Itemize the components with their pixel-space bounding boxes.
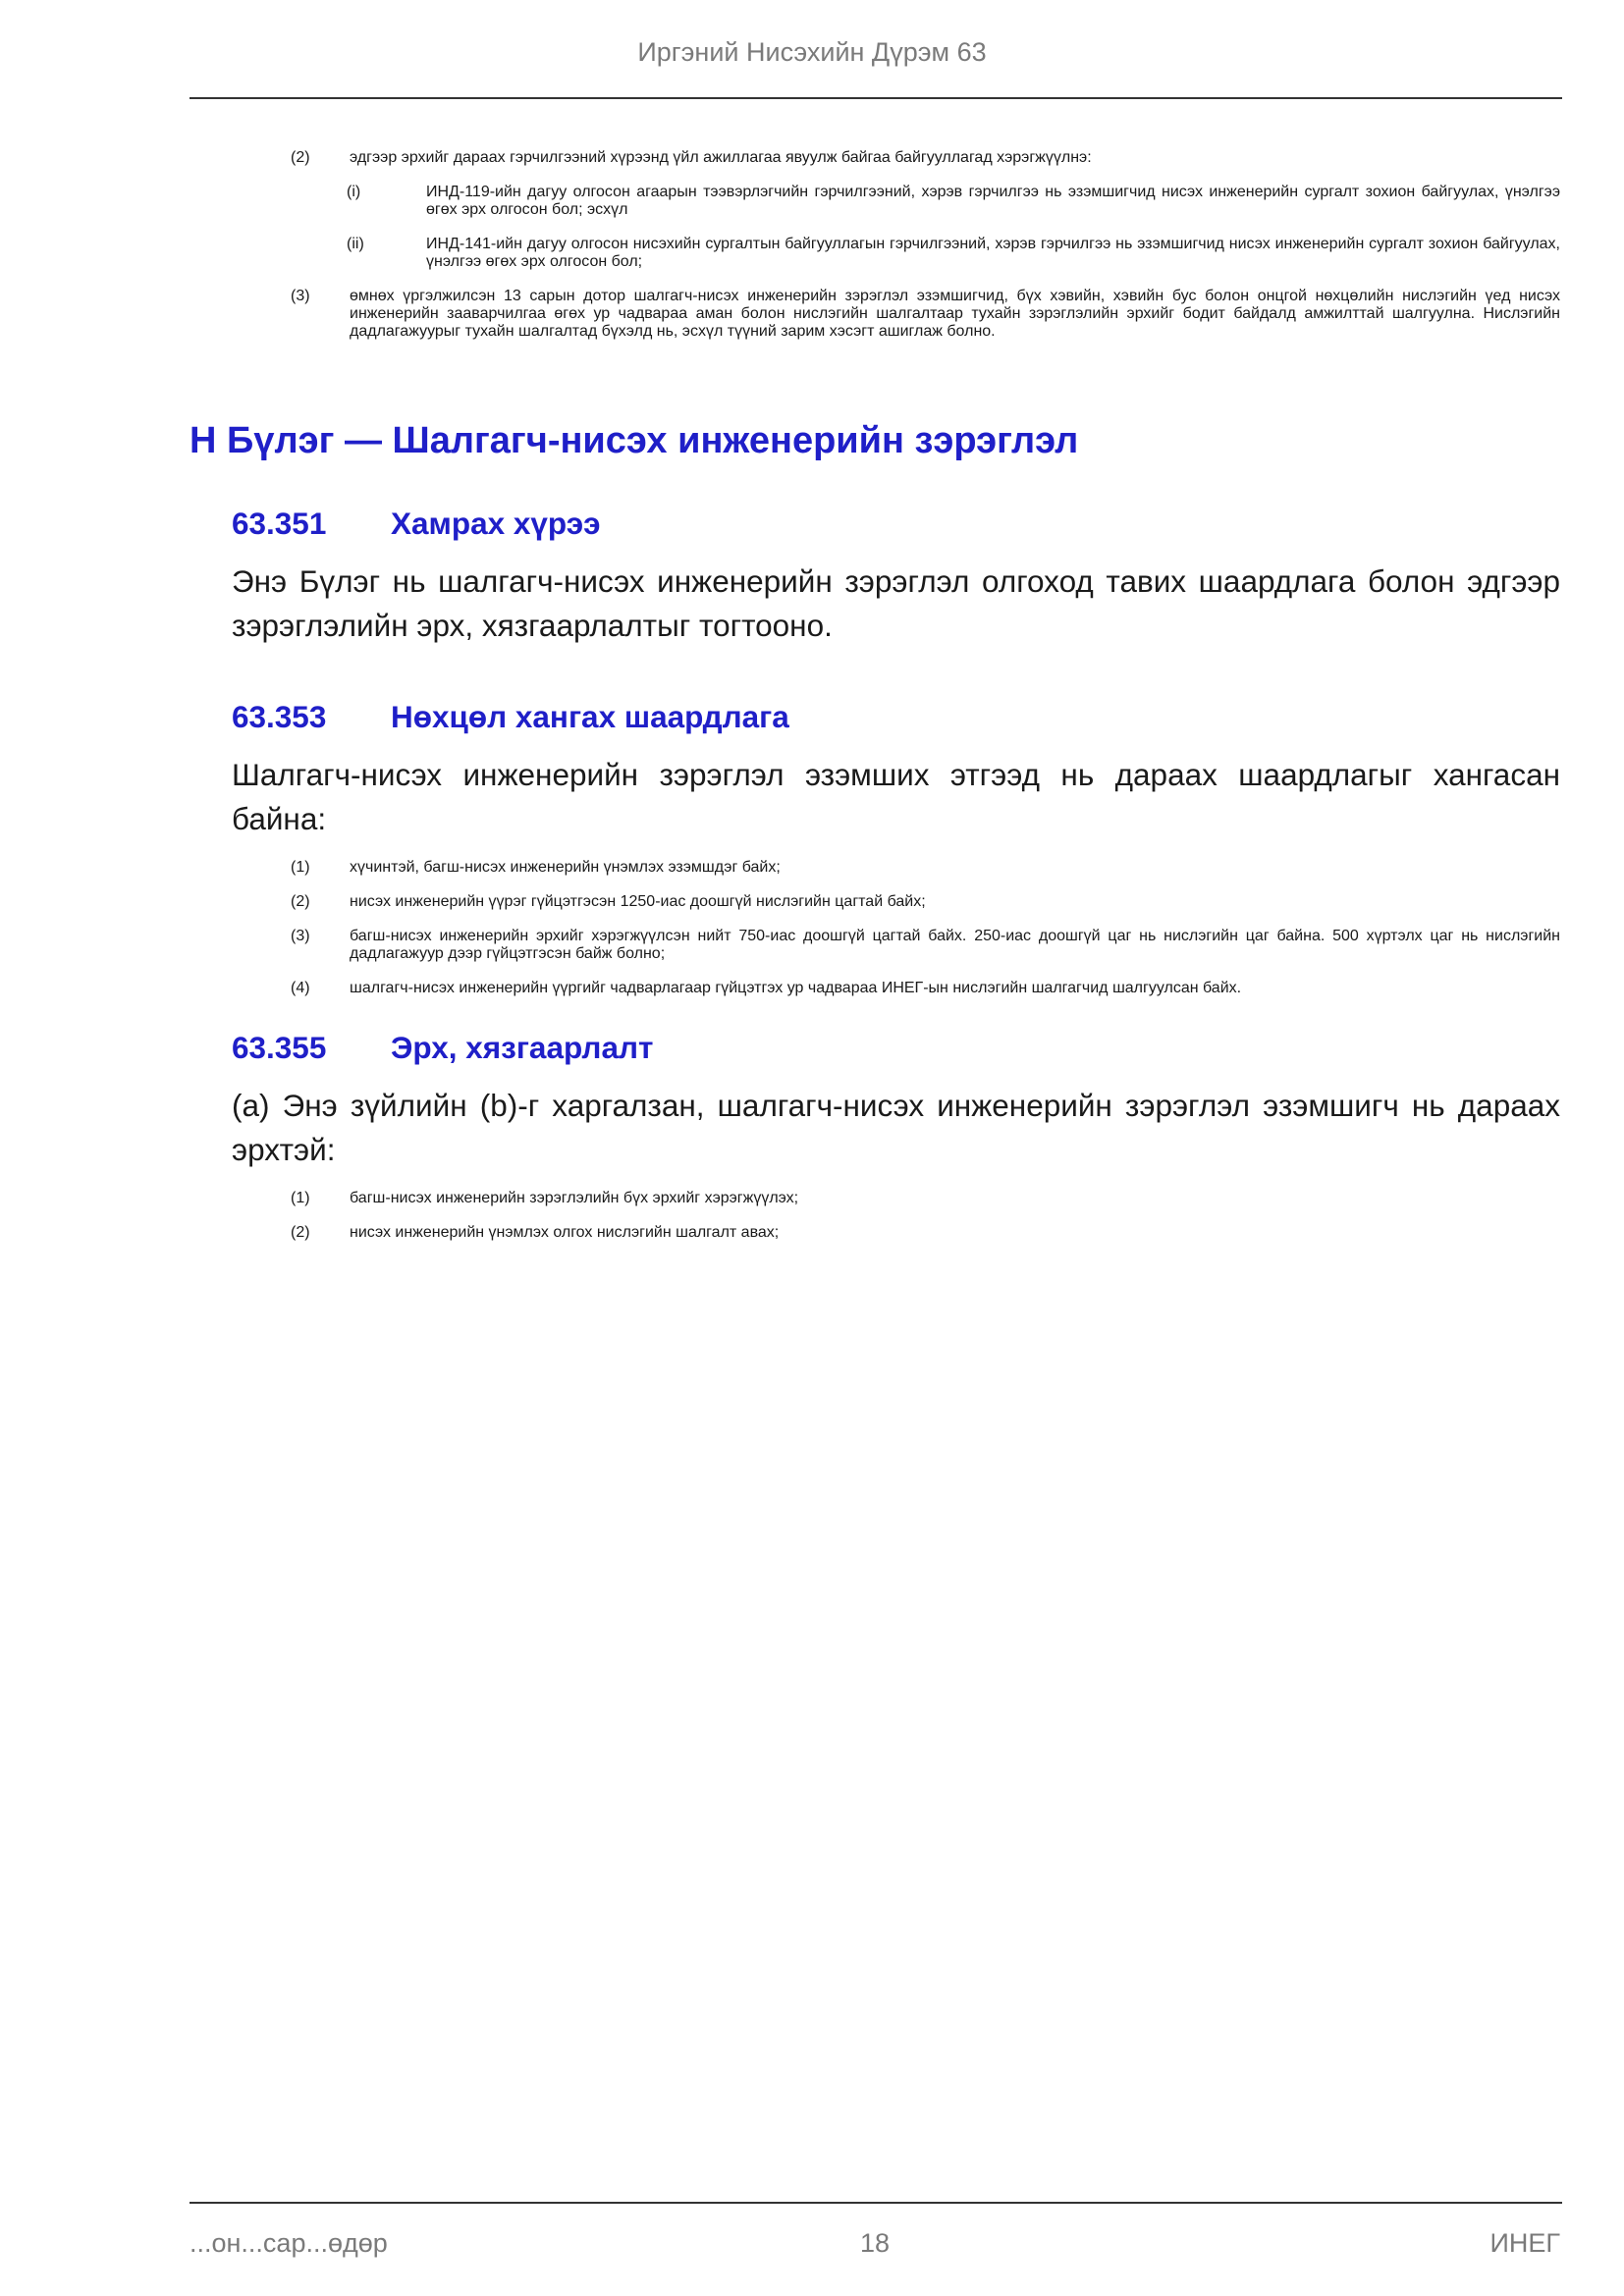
section-heading <box>232 1026 1560 1070</box>
section-number: 63.351 <box>232 506 327 541</box>
list-item <box>291 288 1560 341</box>
list-text: ИНД-141-ийн дагуу олгосон нисэхийн сургалтын байгууллагын гэрчилгээний, хэрэв гэрчилгээ нь эзэмшигчид нисэх инженерийн сургалт зохион байгуулах, үнэлгээ өгөх эрх олгосон бол; <box>426 236 1560 270</box>
list-number: (4) <box>291 980 310 996</box>
list-item <box>291 928 1560 963</box>
section-heading <box>232 695 1560 739</box>
section-paragraph: Энэ Бүлэг нь шалгагч-нисэх инженерийн зэрэглэл олгоход тавих шаардлага болон эдгээр зэрэглэлийн эрх, хязгаарлалтыг тогтооно. <box>232 563 1560 643</box>
list-item <box>291 859 1560 877</box>
list-number: (3) <box>291 288 310 304</box>
list-text: багш-нисэх инженерийн зэрэглэлийн бүх эрхийг хэрэгжүүлэх; <box>350 1190 799 1206</box>
sub-list-item <box>347 236 1560 271</box>
list-text: багш-нисэх инженерийн эрхийг хэрэгжүүлсэн нийт 750-иас доошгүй цагтай байх. 250-иас доошгүй цаг нь нислэгийн цаг байна. 500 хүртэлх цаг нь нислэгийн дадлагажуур дээр гүйцэтгэсэн байж болно; <box>350 928 1560 962</box>
list-item <box>291 1190 1560 1207</box>
list-text: хүчинтэй, багш-нисэх инженерийн үнэмлэх эзэмшдэг байх; <box>350 859 781 876</box>
section-heading <box>232 502 1560 546</box>
section-number: 63.355 <box>232 1030 327 1065</box>
section-number: 63.353 <box>232 699 327 734</box>
list-text: эдгээр эрхийг дараах гэрчилгээний хүрээнд үйл ажиллагаа явуулж байгаа байгууллагад хэрэгжүүлнэ: <box>350 149 1092 166</box>
list-text: ИНД-119-ийн дагуу олгосон агаарын тээвэрлэгчийн гэрчилгээний, хэрэв гэрчилгээ нь эзэмшигчид нисэх инженерийн сургалт зохион байгуулах, үнэлгээ өгөх эрх олгосон бол; эсхүл <box>426 184 1560 218</box>
list-number: (2) <box>291 1224 310 1241</box>
list-number: (1) <box>291 859 310 876</box>
list-item <box>291 1224 1560 1242</box>
list-text: нисэх инженерийн үнэмлэх олгох нислэгийн шалгалт авах; <box>350 1224 780 1241</box>
list-item <box>291 149 1560 167</box>
list-text: өмнөх үргэлжилсэн 13 сарын дотор шалгагч-нисэх инженерийн зэрэглэл эзэмшигчид, бүх хэвийн, хэвийн бус болон онцгой нөхцөлийн нислэгийн үед нисэх инженерийн зааварчилгаа өгөх ур чадвараа аман болон нислэгийн шалгалтаар тухайн зэрэглэлийн эрхийг бодит байдалд амжилттай шалгуулна. Нислэгийн дадлагажуурыг тухайн шалгалтад бүхэлд нь, эсхүл түүний зарим хэсэгт ашиглаж болно. <box>350 288 1560 340</box>
footer-agency: ИНЕГ <box>1489 2228 1560 2258</box>
list-text: нисэх инженерийн үүрэг гүйцэтгэсэн 1250-иас доошгүй нислэгийн цагтай байх; <box>350 893 926 910</box>
document-body <box>189 149 1560 1258</box>
list-number: (3) <box>291 928 310 944</box>
list-number: (2) <box>291 149 310 166</box>
section-title: Нөхцөл хангах шаардлага <box>391 699 789 734</box>
list-item <box>291 980 1560 997</box>
list-text: шалгагч-нисэх инженерийн үүргийг чадварлагаар гүйцэтгэх ур чадвараа ИНЕГ-ын нислэгийн шалгагчид шалгуулсан байх. <box>350 980 1242 996</box>
section-title: Эрх, хязгаарлалт <box>391 1030 654 1065</box>
sub-list-item <box>347 184 1560 219</box>
page-number: 18 <box>859 2228 891 2258</box>
chapter-title: Н Бүлэг — Шалгагч-нисэх инженерийн зэрэглэл <box>189 420 1079 461</box>
list-number: (1) <box>291 1190 310 1206</box>
list-item <box>291 893 1560 911</box>
section-title: Хамрах хүрээ <box>391 506 601 541</box>
list-number: (i) <box>347 184 361 200</box>
footer-divider <box>189 2202 1562 2204</box>
header-divider <box>189 97 1562 99</box>
section-paragraph: Шалгагч-нисэх инженерийн зэрэглэл эзэмших этгээд нь дараах шаардлагыг хангасан байна: <box>232 757 1560 836</box>
list-number: (2) <box>291 893 310 910</box>
list-number: (ii) <box>347 236 364 252</box>
section-paragraph: (a) Энэ зүйлийн (b)-г харгалзан, шалгагч-нисэх инженерийн зэрэглэл эзэмшигч нь дараах эрхтэй: <box>232 1088 1560 1167</box>
page-header-title: Иргэний Нисэхийн Дүрэм 63 <box>637 37 987 67</box>
footer-date: ...он...сар...өдөр <box>189 2228 388 2258</box>
